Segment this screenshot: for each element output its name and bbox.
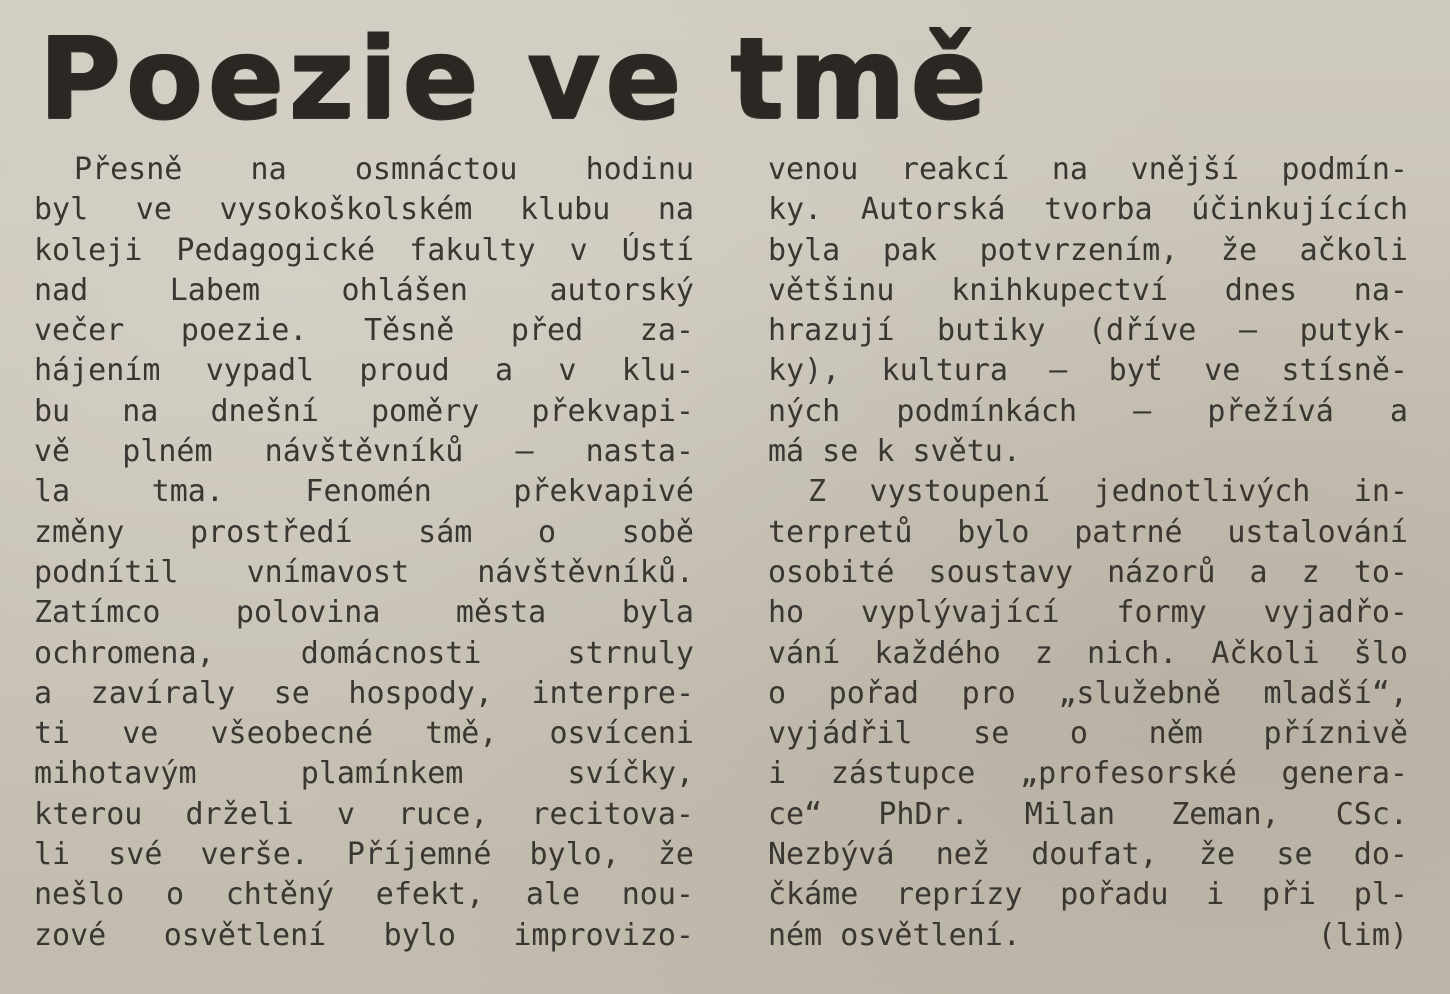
text-line: čkáme reprízy pořadu i při pl- [768, 877, 1408, 913]
text-line: ti ve všeobecné tmě, osvíceni [34, 716, 694, 752]
text-line: ce“ PhDr. Milan Zeman, CSc. [768, 796, 1408, 832]
text-line: má se k světu. [768, 434, 1021, 470]
text-line: koleji Pedagogické fakulty v Ústí [34, 232, 694, 268]
text-line: změny prostředí sám o sobě [34, 514, 694, 550]
text-line: večer poezie. Těsně před za- [34, 313, 694, 349]
author-signature: (lim) [1317, 917, 1408, 953]
text-line: nad Labem ohlášen autorský [34, 272, 694, 308]
text-line: vě plném návštěvníků — nasta- [34, 434, 694, 470]
text-line: o pořad pro „služebně mladší“, [768, 675, 1408, 711]
article-column-left [34, 150, 694, 956]
text-line: zové osvětlení bylo improvizo- [34, 917, 694, 953]
text-line: hrazují butiky (dříve — putyk- [768, 313, 1408, 349]
text-line: kterou drželi v ruce, recitova- [34, 796, 694, 832]
text-line: ných podmínkách — přežívá a [768, 393, 1408, 429]
text-line: Z vystoupení jednotlivých in- [808, 474, 1408, 510]
last-line-with-signature [768, 916, 1408, 956]
text-line: ho vyplývající formy vyjadřo- [768, 595, 1408, 631]
text-line: a zavíraly se hospody, interpre- [34, 675, 694, 711]
article-column-right [768, 150, 1408, 956]
text-line: ném osvětlení. [768, 917, 1021, 953]
text-line: i zástupce „profesorské genera- [768, 756, 1408, 792]
text-line: většinu knihkupectví dnes na- [768, 272, 1408, 308]
text-line: mihotavým plamínkem svíčky, [34, 756, 694, 792]
text-line: terpretů bylo patrné ustalování [768, 514, 1408, 550]
text-line: ochromena, domácnosti strnuly [34, 635, 694, 671]
text-line: la tma. Fenomén překvapivé [34, 474, 694, 510]
text-line: byla pak potvrzením, že ačkoli [768, 232, 1408, 268]
text-line: Nezbývá než doufat, že se do- [768, 837, 1408, 873]
text-line: venou reakcí na vnější podmín- [768, 152, 1408, 187]
text-line: nešlo o chtěný efekt, ale nou- [34, 877, 694, 913]
text-line: podnítil vnímavost návštěvníků. [34, 554, 694, 590]
text-line: Přesně na osmnáctou hodinu [74, 152, 694, 187]
text-line: bu na dnešní poměry překvapi- [34, 393, 694, 429]
text-line: ky. Autorská tvorba účinkujících [768, 192, 1408, 228]
text-line: vyjádřil se o něm příznivě [768, 716, 1408, 752]
text-line: byl ve vysokoškolském klubu na [34, 192, 694, 228]
text-line: hájením vypadl proud a v klu- [34, 353, 694, 389]
text-line: ky), kultura — byť ve stísně- [768, 353, 1408, 389]
headline: Poezie ve tmě [38, 14, 991, 144]
text-line: vání každého z nich. Ačkoli šlo [768, 635, 1408, 671]
text-line: li své verše. Příjemné bylo, že [34, 837, 694, 873]
text-line: Zatímco polovina města byla [34, 595, 694, 631]
text-line: osobité soustavy názorů a z to- [768, 554, 1408, 590]
